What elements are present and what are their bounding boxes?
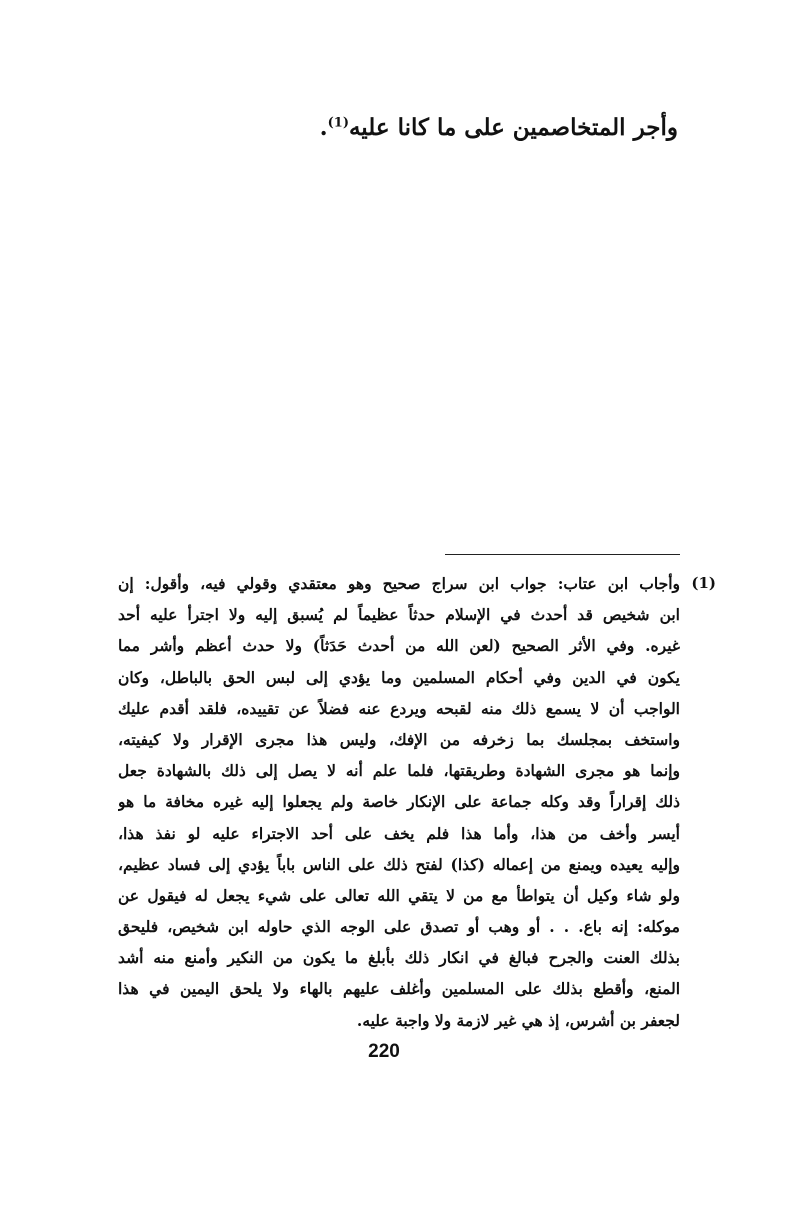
- footnote-line: موكله: إنه باع. . . أو وهب أو تصدق على الوجه الذي حاوله ابن شخيص، فليحق: [118, 917, 680, 937]
- page-number: 220: [368, 1041, 400, 1062]
- footnote-line: الواجب أن لا يسمع ذلك منه لقبحه ويردع عنه فضلاً عن تقييده، فلقد أقدم عليك: [118, 698, 680, 718]
- main-text: وأجر المتخاصمين على ما كانا عليه: [348, 114, 678, 141]
- footnote-block: [118, 568, 716, 1036]
- footnote-line: وأجاب ابن عتاب: جواب ابن سراج صحيح وهو معتقدي وقولي فيه، وأقول: إن: [118, 574, 680, 593]
- footnote-line: وإنما هو مجرى الشهادة وطريقتها، فلما علم أنه لا يصل إلى ذلك بالشهادة جعل: [118, 761, 680, 781]
- footnote-line: يكون في الدين وفي أحكام المسلمين وما يؤدي إلى لبس الحق بالباطل، وكان: [118, 667, 680, 687]
- footnote-reference: (1): [327, 115, 349, 131]
- footnote-line: المنع، وأقطع بذلك على المسلمين وأغلف عليهم بالهاء ولا يلحق اليمين في هذا: [118, 979, 680, 999]
- footnote-marker: (1): [691, 574, 716, 592]
- footnote-line: أيسر وأخف من هذا، وأما هذا فلم يخف على أحد الاجتراء عليه لو نفذ هذا،: [118, 823, 680, 843]
- footnote-line: واستخف بمجلسك بما زخرفه من الإفك، وليس هذا مجرى الإقرار ولا كيفيته،: [118, 729, 680, 749]
- footnote-line: لجعفر بن أشرس، إذ هي غير لازمة ولا واجبة عليه.: [356, 1010, 680, 1030]
- footnote-line: ابن شخيص قد أحدث في الإسلام حدثاً عظيماً لم يُسبق إليه ولا اجترأ عليه أحد: [118, 605, 680, 625]
- footnote-line: ولو شاء وكيل أن يتواطأ مع من لا يتقي الله تعالى على شيء يجعل له فيقول عن: [118, 885, 680, 905]
- footnote-separator: [445, 554, 680, 555]
- main-text-line: [118, 110, 678, 146]
- footnote-line: ذلك إقراراً وقد وكله جماعة على الإنكار خاصة ولم يجعلوا إليه غيره مخافة ما هو: [118, 792, 680, 812]
- main-text-end-punct: .: [319, 114, 328, 141]
- footnote-line: غيره. وفي الأثر الصحيح (لعن الله من أحدث حَدَثاً) ولا حدث أعظم وأشر مما: [118, 636, 680, 656]
- footnote-line: بذلك العنت والجرح فبالغ في انكار ذلك بأبلغ ما يكون من النكير وأمنع منه أشد: [118, 948, 680, 968]
- footnote-line: وإليه يعيده ويمنع من إعماله (كذا) لفتح ذلك على الناس باباً يؤدي إلى فساد عظيم،: [118, 854, 680, 874]
